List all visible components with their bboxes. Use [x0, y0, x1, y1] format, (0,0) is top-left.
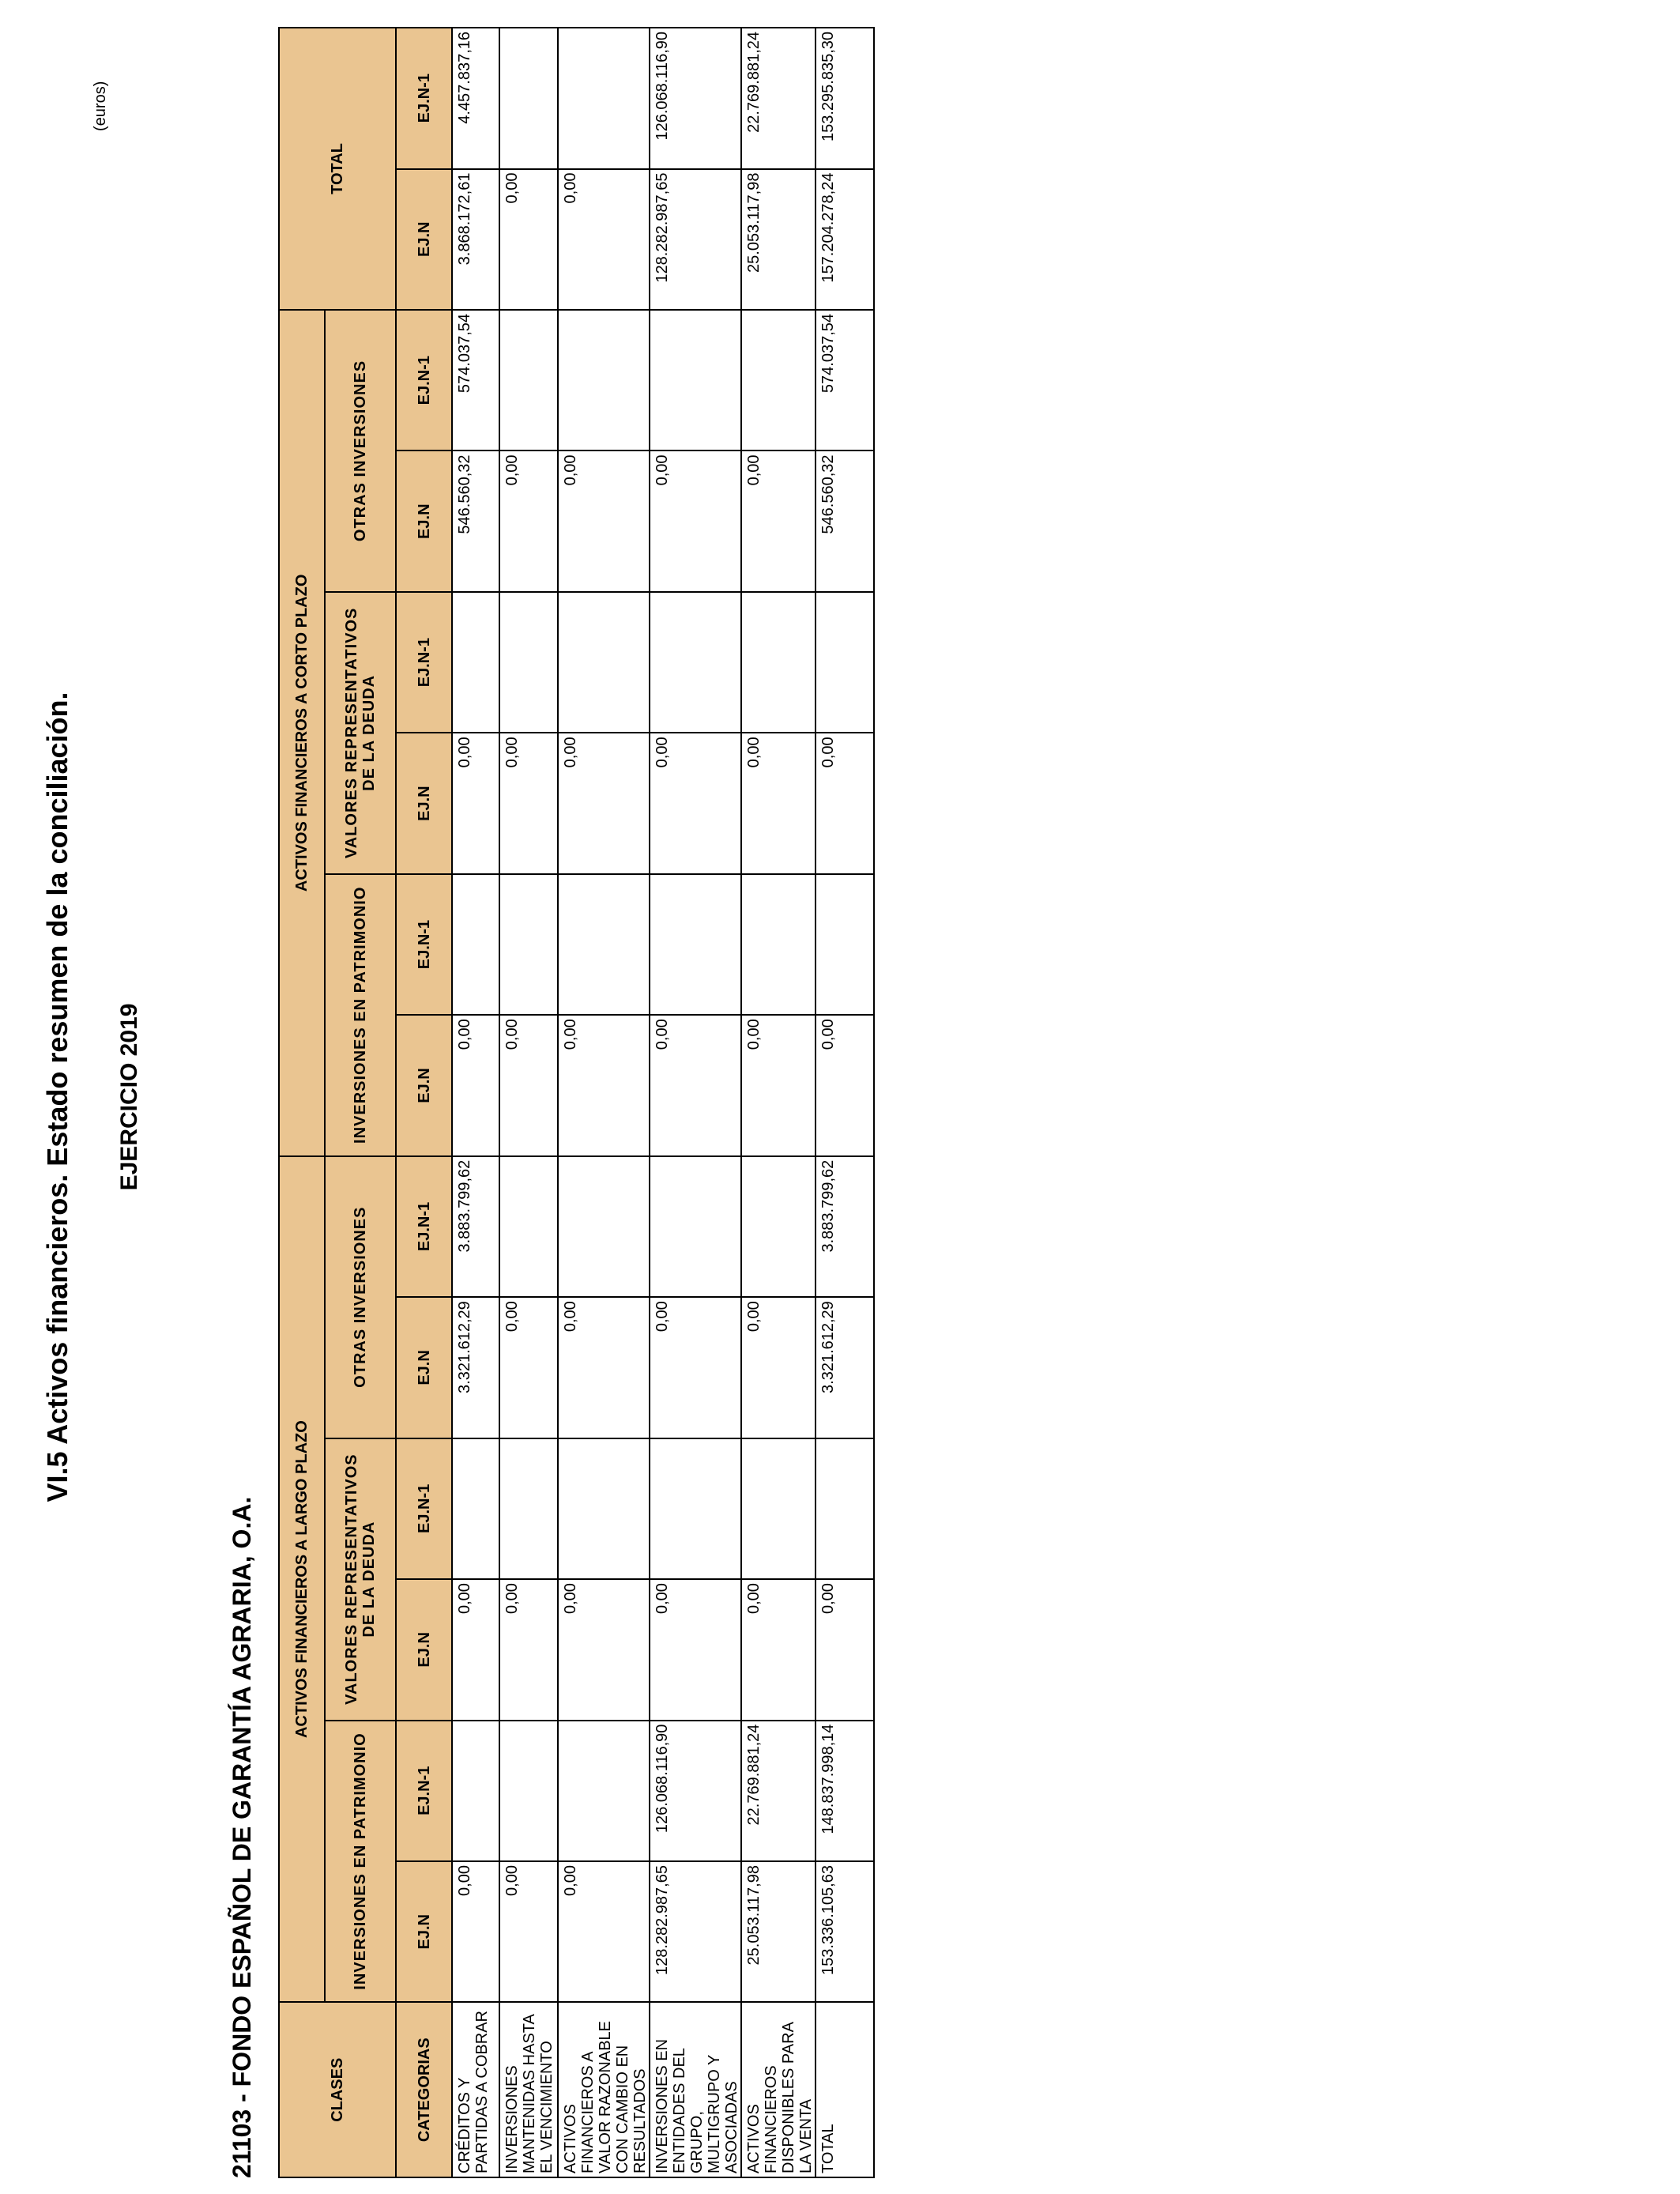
- cell-value: [650, 310, 741, 450]
- cell-value: [650, 1156, 741, 1297]
- st-equity-header: INVERSIONES EN PATRIMONIO: [325, 874, 396, 1156]
- ej-n-header: EJ.N: [396, 733, 452, 873]
- currency-units: (euros): [92, 81, 109, 131]
- cell-value: 126.068.116,90: [650, 28, 741, 169]
- categorias-header: CATEGORIAS: [396, 2002, 452, 2177]
- ej-n1-header: EJ.N-1: [396, 310, 452, 450]
- cell-value: [499, 874, 558, 1015]
- cell-value: [650, 1438, 741, 1579]
- table-row: [499, 28, 558, 2177]
- ej-n1-header: EJ.N-1: [396, 28, 452, 169]
- cell-value: 0,00: [499, 1579, 558, 1720]
- total-group-header: TOTAL: [279, 28, 396, 310]
- cell-value: [452, 874, 499, 1015]
- cell-value: 0,00: [452, 733, 499, 873]
- cell-value: 546.560,32: [452, 450, 499, 591]
- cell-value: [650, 874, 741, 1015]
- row-category: ACTIVOS FINANCIEROS A VALOR RAZONABLE CON CAMBIO EN RESULTADOS: [558, 2002, 650, 2177]
- cell-value: 0,00: [816, 733, 874, 873]
- ej-n1-header: EJ.N-1: [396, 1721, 452, 1861]
- row-category: ACTIVOS FINANCIEROS DISPONIBLES PARA LA VENTA: [741, 2002, 816, 2177]
- cell-value: 0,00: [558, 169, 650, 310]
- cell-value: 0,00: [499, 1297, 558, 1438]
- ej-n-header: EJ.N: [396, 1297, 452, 1438]
- cell-value: [741, 874, 816, 1015]
- ej-n-header: EJ.N: [396, 1579, 452, 1720]
- cell-value: 546.560,32: [816, 450, 874, 591]
- row-category: TOTAL: [816, 2002, 874, 2177]
- cell-value: 128.282.987,65: [650, 1861, 741, 2002]
- row-category: CRÉDITOS Y PARTIDAS A COBRAR: [452, 2002, 499, 2177]
- cell-value: 0,00: [558, 733, 650, 873]
- cell-value: 3.321.612,29: [452, 1297, 499, 1438]
- cell-value: 0,00: [816, 1015, 874, 1155]
- cell-value: 22.769.881,24: [741, 28, 816, 169]
- cell-value: [741, 310, 816, 450]
- clases-header: CLASES: [279, 2002, 396, 2177]
- ej-n-header: EJ.N: [396, 450, 452, 591]
- cell-value: 0,00: [558, 1297, 650, 1438]
- cell-value: 0,00: [650, 733, 741, 873]
- cell-value: 0,00: [499, 1861, 558, 2002]
- table-row: [558, 28, 650, 2177]
- short-term-group-header: ACTIVOS FINANCIEROS A CORTO PLAZO: [279, 310, 325, 1156]
- cell-value: 126.068.116,90: [650, 1721, 741, 1861]
- cell-value: 0,00: [558, 1015, 650, 1155]
- cell-value: 153.295.835,30: [816, 28, 874, 169]
- cell-value: 0,00: [499, 450, 558, 591]
- cell-value: 4.457.837,16: [452, 28, 499, 169]
- table-row: [452, 28, 499, 2177]
- cell-value: 0,00: [558, 1861, 650, 2002]
- cell-value: 148.837.998,14: [816, 1721, 874, 1861]
- cell-value: [558, 310, 650, 450]
- cell-value: [558, 1721, 650, 1861]
- cell-value: 25.053.117,98: [741, 1861, 816, 2002]
- ej-n1-header: EJ.N-1: [396, 874, 452, 1015]
- cell-value: [452, 1438, 499, 1579]
- cell-value: 0,00: [452, 1579, 499, 1720]
- row-category: INVERSIONES MANTENIDAS HASTA EL VENCIMIENTO: [499, 2002, 558, 2177]
- cell-value: 22.769.881,24: [741, 1721, 816, 1861]
- cell-value: 0,00: [741, 1015, 816, 1155]
- cell-value: 0,00: [650, 1015, 741, 1155]
- cell-value: [558, 28, 650, 169]
- cell-value: [452, 1721, 499, 1861]
- table-row: [741, 28, 816, 2177]
- cell-value: [499, 1438, 558, 1579]
- cell-value: 0,00: [499, 1015, 558, 1155]
- lt-equity-header: INVERSIONES EN PATRIMONIO: [325, 1721, 396, 2003]
- exercise-year: EJERCICIO 2019: [116, 1003, 142, 1191]
- table-row-total: [816, 28, 874, 2177]
- cell-value: 157.204.278,24: [816, 169, 874, 310]
- cell-value: 0,00: [741, 1297, 816, 1438]
- row-category: INVERSIONES EN ENTIDADES DEL GRUPO, MULTIGRUPO Y ASOCIADAS: [650, 2002, 741, 2177]
- cell-value: 0,00: [650, 450, 741, 591]
- cell-value: 0,00: [558, 1579, 650, 1720]
- cell-value: 3.883.799,62: [452, 1156, 499, 1297]
- lt-debt-header: VALORES REPRESENTATIVOS DE LA DEUDA: [325, 1438, 396, 1721]
- cell-value: [558, 874, 650, 1015]
- cell-value: [499, 28, 558, 169]
- cell-value: 0,00: [741, 1579, 816, 1720]
- cell-value: [499, 592, 558, 733]
- ej-n-header: EJ.N: [396, 1015, 452, 1155]
- cell-value: 574.037,54: [452, 310, 499, 450]
- entity-name: 21103 - FONDO ESPAÑOL DE GARANTÍA AGRARIA, O.A.: [228, 1496, 256, 2178]
- cell-value: 3.321.612,29: [816, 1297, 874, 1438]
- cell-value: 0,00: [499, 733, 558, 873]
- cell-value: [558, 592, 650, 733]
- cell-value: 25.053.117,98: [741, 169, 816, 310]
- ej-n-header: EJ.N: [396, 1861, 452, 2002]
- cell-value: 0,00: [650, 1579, 741, 1720]
- cell-value: [741, 1438, 816, 1579]
- cell-value: 0,00: [741, 733, 816, 873]
- cell-value: [499, 310, 558, 450]
- ej-n1-header: EJ.N-1: [396, 1438, 452, 1579]
- cell-value: [816, 1438, 874, 1579]
- st-other-header: OTRAS INVERSIONES: [325, 310, 396, 592]
- cell-value: 0,00: [558, 450, 650, 591]
- long-term-group-header: ACTIVOS FINANCIEROS A LARGO PLAZO: [279, 1156, 325, 2003]
- ej-n-header: EJ.N: [396, 169, 452, 310]
- cell-value: 574.037,54: [816, 310, 874, 450]
- cell-value: 0,00: [499, 169, 558, 310]
- cell-value: 153.336.105,63: [816, 1861, 874, 2002]
- cell-value: [741, 592, 816, 733]
- cell-value: [650, 592, 741, 733]
- document-title: VI.5 Activos financieros. Estado resumen de la conciliación.: [41, 692, 73, 1502]
- cell-value: 3.883.799,62: [816, 1156, 874, 1297]
- cell-value: [741, 1156, 816, 1297]
- cell-value: [816, 874, 874, 1015]
- lt-other-header: OTRAS INVERSIONES: [325, 1156, 396, 1438]
- cell-value: 0,00: [650, 1297, 741, 1438]
- table-row: [650, 28, 741, 2177]
- cell-value: 0,00: [452, 1015, 499, 1155]
- cell-value: 0,00: [741, 450, 816, 591]
- cell-value: 3.868.172,61: [452, 169, 499, 310]
- ej-n1-header: EJ.N-1: [396, 1156, 452, 1297]
- st-debt-header: VALORES REPRESENTATIVOS DE LA DEUDA: [325, 592, 396, 874]
- cell-value: [499, 1156, 558, 1297]
- cell-value: 0,00: [816, 1579, 874, 1720]
- financial-assets-table: [278, 27, 875, 2178]
- cell-value: [499, 1721, 558, 1861]
- cell-value: 128.282.987,65: [650, 169, 741, 310]
- cell-value: [558, 1438, 650, 1579]
- ej-n1-header: EJ.N-1: [396, 592, 452, 733]
- cell-value: 0,00: [452, 1861, 499, 2002]
- cell-value: [452, 592, 499, 733]
- cell-value: [558, 1156, 650, 1297]
- cell-value: [816, 592, 874, 733]
